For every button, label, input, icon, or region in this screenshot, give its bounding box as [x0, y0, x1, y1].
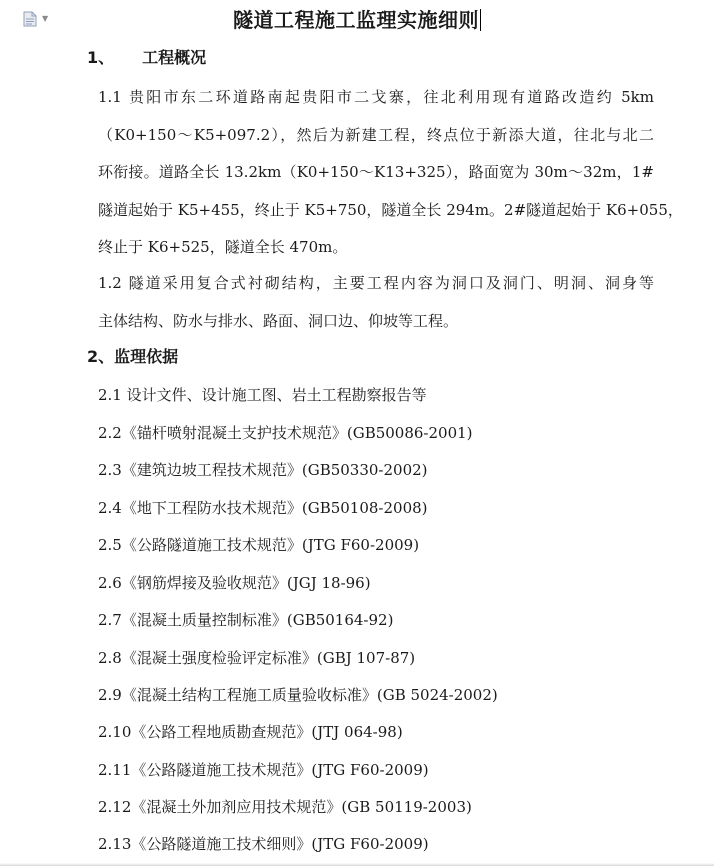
list-item: 2.7《混凝土质量控制标准》(GB50164-92) [98, 611, 394, 629]
list-item: 2.1 设计文件、设计施工图、岩土工程勘察报告等 [98, 386, 427, 404]
section-2-heading: 2、监理依据 [87, 347, 179, 366]
list-item: 2.3《建筑边坡工程技术规范》(GB50330-2002) [98, 461, 428, 479]
list-item: 2.6《钢筋焊接及验收规范》(JGJ 18-96) [98, 574, 371, 592]
paragraph-line: 隧道起始于 K5+455，终止于 K5+750，隧道全长 294m。2#隧道起始于 K6+055， [98, 201, 683, 219]
list-item: 2.5《公路隧道施工技术规范》(JTG F60-2009) [98, 536, 420, 554]
section-1-title: 工程概况 [142, 48, 207, 67]
section-1-heading [87, 48, 206, 68]
document-title-text: 隧道工程施工监理实施细则 [233, 8, 479, 32]
paragraph-line: 主体结构、防水与排水、路面、洞口边、仰坡等工程。 [98, 312, 459, 330]
section-1-number: 1、 [87, 48, 115, 67]
list-item: 2.10《公路工程地质勘查规范》(JTJ 064-98) [98, 723, 403, 741]
paragraph-line: 终止于 K6+525，隧道全长 470m。 [98, 238, 348, 256]
paragraph-line: （K0+150～K5+097.2），然后为新建工程，终点位于新添大道，往北与北二 [98, 126, 654, 144]
list-item: 2.13《公路隧道施工技术细则》(JTG F60-2009) [98, 835, 429, 853]
list-item: 2.2《锚杆喷射混凝土支护技术规范》(GB50086-2001) [98, 424, 473, 442]
list-item: 2.12《混凝土外加剂应用技术规范》(GB 50119-2003) [98, 798, 472, 816]
text-cursor [480, 9, 481, 31]
list-item: 2.9《混凝土结构工程施工质量验收标准》(GB 5024-2002) [98, 686, 498, 704]
list-item: 2.4《地下工程防水技术规范》(GB50108-2008) [98, 499, 428, 517]
list-item: 2.11《公路隧道施工技术规范》(JTG F60-2009) [98, 761, 429, 779]
paragraph-line: 环衔接。道路全长 13.2km（K0+150～K13+325），路面宽为 30m～32m，1# [98, 163, 654, 181]
list-item: 2.8《混凝土强度检验评定标准》(GBJ 107-87) [98, 649, 416, 667]
paragraph-line: 1.1 贵阳市东二环道路南起贵阳市二戈寨，往北利用现有道路改造约 5km [98, 88, 654, 106]
chevron-down-icon[interactable]: ▼ [42, 14, 49, 23]
document-title [0, 4, 714, 33]
paragraph-line: 1.2 隧道采用复合式衬砌结构，主要工程内容为洞口及洞门、明洞、洞身等 [98, 274, 654, 292]
